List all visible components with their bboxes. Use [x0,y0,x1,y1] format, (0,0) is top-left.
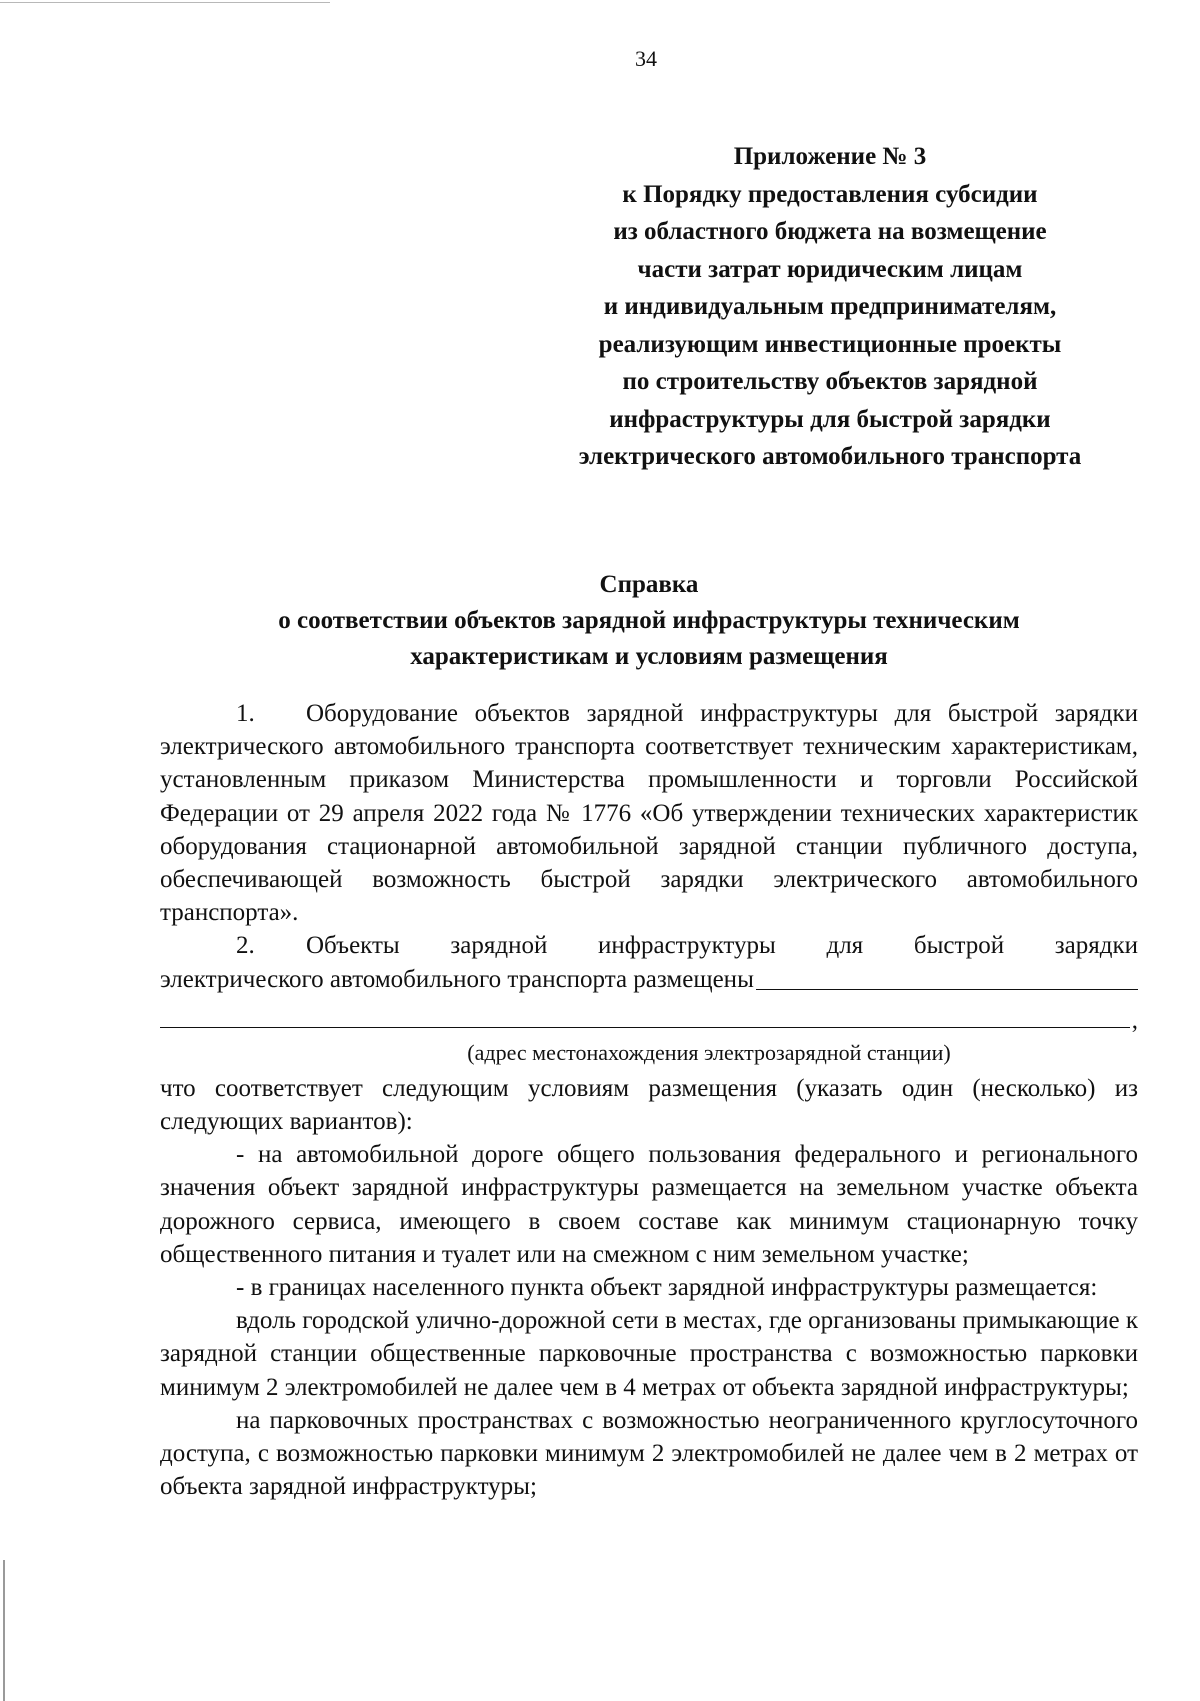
appendix-line: по строительству объектов зарядной [622,368,1038,395]
title-line-3: характеристикам и условиям размещения [410,643,888,670]
scan-edge-top [0,2,330,3]
conditions-intro: что соответствует следующим условиям размещения (указать один (несколько) из следующих вариантов): [160,1074,1138,1136]
item-2-number: 2. [236,932,255,960]
document-body [160,697,1138,1503]
item-2-text: Объекты зарядной инфраструктуры для быстрой зарядки [306,932,1138,960]
item-1-text: Оборудование объектов зарядной инфраструктуры для быстрой зарядки электрического автомобильного транспорта соответствует техническим характеристикам, установленным приказом Министерства промышленности и торговли Российской Федерации от 29 апреля 2022 года № 1776 «Об утверждении технических характеристик оборудования стационарной автомобильной зарядной станции публичного доступа, обеспечивающей возможность быстрой зарядки электрического автомобильного транспорта». [160,700,1138,927]
appendix-line: Приложение № 3 [733,143,927,170]
appendix-line: реализующим инвестиционные проекты [598,330,1062,358]
appendix-header [530,138,1130,476]
item-1-paragraph [160,697,1138,929]
item-2-continuation-text: электрического автомобильного транспорта размещены [160,965,754,993]
appendix-line: к Порядку предоставления субсидии [622,180,1038,208]
scan-edge-left [3,1560,5,1701]
condition-sub-2: на парковочных пространствах с возможностью неограниченного круглосуточного доступа, с возможностью парковки минимум 2 электромобилей не далее чем в 2 метрах от объекта зарядной инфраструктуры; [160,1406,1138,1501]
appendix-line: части затрат юридическим лицам [637,255,1023,283]
item-2-continuation [160,963,1138,996]
appendix-line: электрического автомобильного транспорта [578,443,1082,470]
document-title [160,567,1138,675]
title-line-2: о соответствии объектов зарядной инфраструктуры техническим [278,607,1020,634]
address-blank-row [160,996,1138,1036]
title-line-1: Справка [599,571,699,598]
appendix-line: инфраструктуры для быстрой зарядки [609,405,1051,433]
appendix-line: и индивидуальным предпринимателям, [603,293,1057,320]
address-blank-line-1 [756,989,1138,990]
condition-bullet-2: - в границах населенного пункта объект зарядной инфраструктуры размещается: [236,1274,1098,1302]
condition-bullet-1: - на автомобильной дороге общего пользования федерального и регионального значения объект зарядной инфраструктуры размещается на земельном участке объекта дорожного сервиса, имеющего в своем составе как минимум стационарную точку общественного питания и туалет или на смежном с ним земельном участке; [160,1141,1138,1268]
item-1-number: 1. [236,700,255,727]
address-caption: (адрес местонахождения электрозарядной станции) [467,1039,951,1065]
address-comma: , [1131,1006,1138,1034]
condition-sub-1: вдоль городской улично-дорожной сети в местах, где организованы примыкающие к зарядной станции общественные парковочные пространства с возможностью парковки минимум 2 электромобилей не далее чем в 4 метрах от объекта зарядной инфраструктуры; [160,1307,1138,1401]
item-2-paragraph [160,929,1138,962]
address-blank-line-2 [160,1027,1130,1028]
page-number: 34 [635,46,657,71]
appendix-line: из областного бюджета на возмещение [613,218,1047,245]
